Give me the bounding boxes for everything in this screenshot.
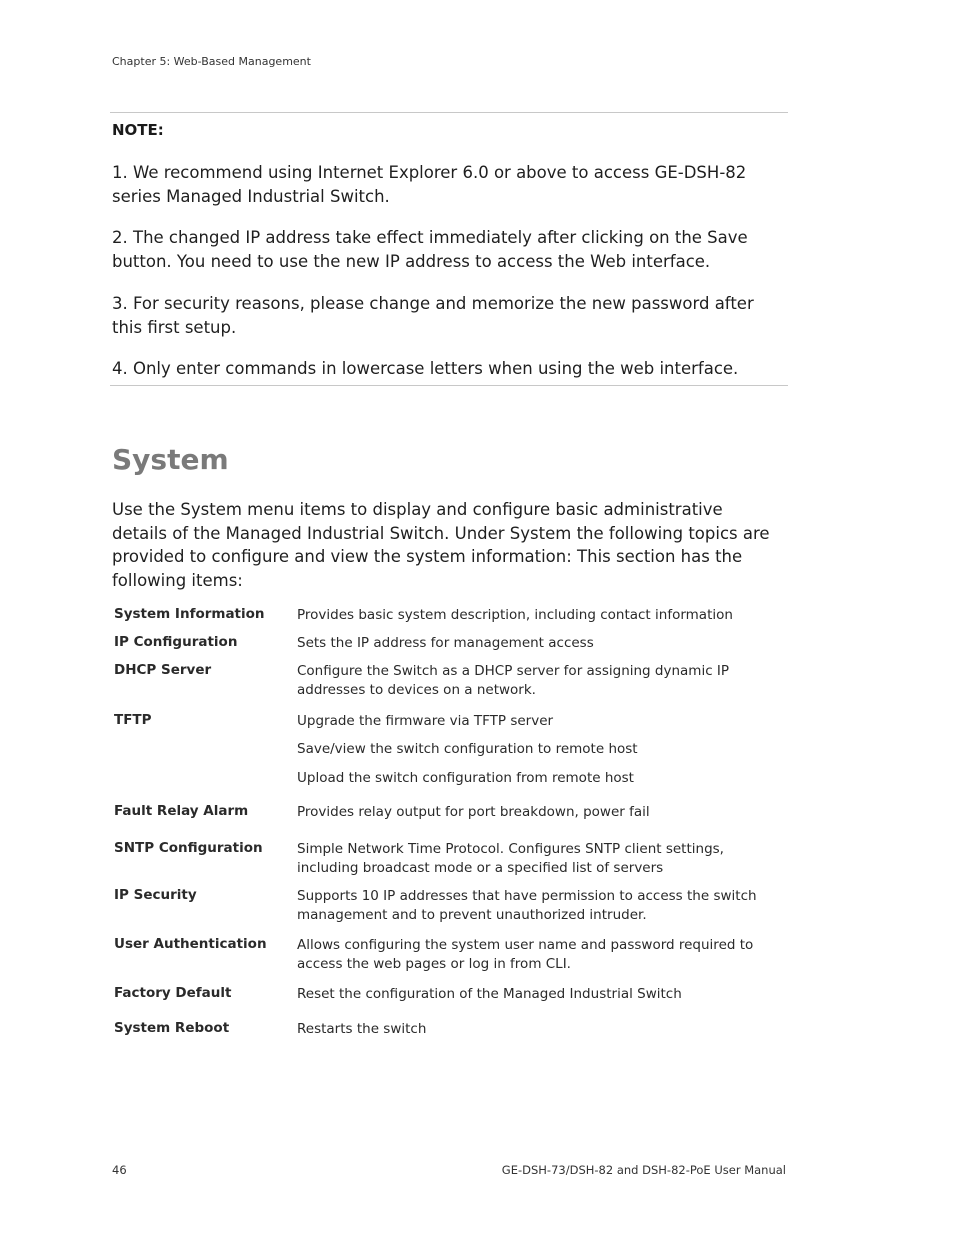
desc-tftp-save: Save/view the switch configuration to remote host xyxy=(297,741,638,757)
desc-user-authentication: Allows configuring the system user name and password required to access the web pages or log in from CLI. xyxy=(297,937,754,972)
note-item-3: 3. For security reasons, please change and memorize the new password after this first setup. xyxy=(112,294,754,337)
term-sntp-configuration: SNTP Configuration xyxy=(114,840,263,856)
note-box xyxy=(110,112,788,386)
note-title: NOTE: xyxy=(112,121,164,139)
desc-ip-security: Supports 10 IP addresses that have permission to access the switch management and to prevent unauthorized intruder. xyxy=(297,888,757,923)
term-ip-configuration: IP Configuration xyxy=(114,634,238,650)
term-dhcp-server: DHCP Server xyxy=(114,662,212,678)
desc-ip-configuration: Sets the IP address for management access xyxy=(297,635,594,651)
note-item-2: 2. The changed IP address take effect immediately after clicking on the Save button. You need to use the new IP address to access the Web interface. xyxy=(112,228,748,271)
desc-factory-default: Reset the configuration of the Managed Industrial Switch xyxy=(297,986,682,1002)
section-title: System xyxy=(112,443,229,476)
term-ip-security: IP Security xyxy=(114,887,197,903)
note-item-4: 4. Only enter commands in lowercase letters when using the web interface. xyxy=(112,359,739,378)
term-fault-relay-alarm: Fault Relay Alarm xyxy=(114,803,249,819)
section-intro: Use the System menu items to display and configure basic administrative details of the Managed Industrial Switch. Under System the following topics are provided to configure and view the system information: This section has the following items: xyxy=(112,500,770,590)
desc-system-information: Provides basic system description, including contact information xyxy=(297,607,733,623)
desc-sntp-configuration: Simple Network Time Protocol. Configures SNTP client settings, including broadcast mode or a specified list of servers xyxy=(297,841,724,876)
desc-tftp-upload: Upload the switch configuration from remote host xyxy=(297,770,634,786)
term-factory-default: Factory Default xyxy=(114,985,232,1001)
desc-system-reboot: Restarts the switch xyxy=(297,1021,427,1037)
manual-title: GE-DSH-73/DSH-82 and DSH-82-PoE User Manual xyxy=(501,1163,786,1177)
desc-fault-relay-alarm: Provides relay output for port breakdown, power fail xyxy=(297,804,650,820)
running-header: Chapter 5: Web-Based Management xyxy=(112,55,311,68)
desc-tftp-upgrade: Upgrade the firmware via TFTP server xyxy=(297,713,554,729)
desc-dhcp-server: Configure the Switch as a DHCP server for assigning dynamic IP addresses to devices on a network. xyxy=(297,663,730,698)
note-item-1: 1. We recommend using Internet Explorer 6.0 or above to access GE-DSH-82 series Managed Industrial Switch. xyxy=(112,163,747,206)
term-user-authentication: User Authentication xyxy=(114,936,267,952)
term-system-information: System Information xyxy=(114,606,265,622)
term-tftp: TFTP xyxy=(114,712,152,728)
term-system-reboot: System Reboot xyxy=(114,1020,230,1036)
page-number: 46 xyxy=(112,1163,127,1177)
